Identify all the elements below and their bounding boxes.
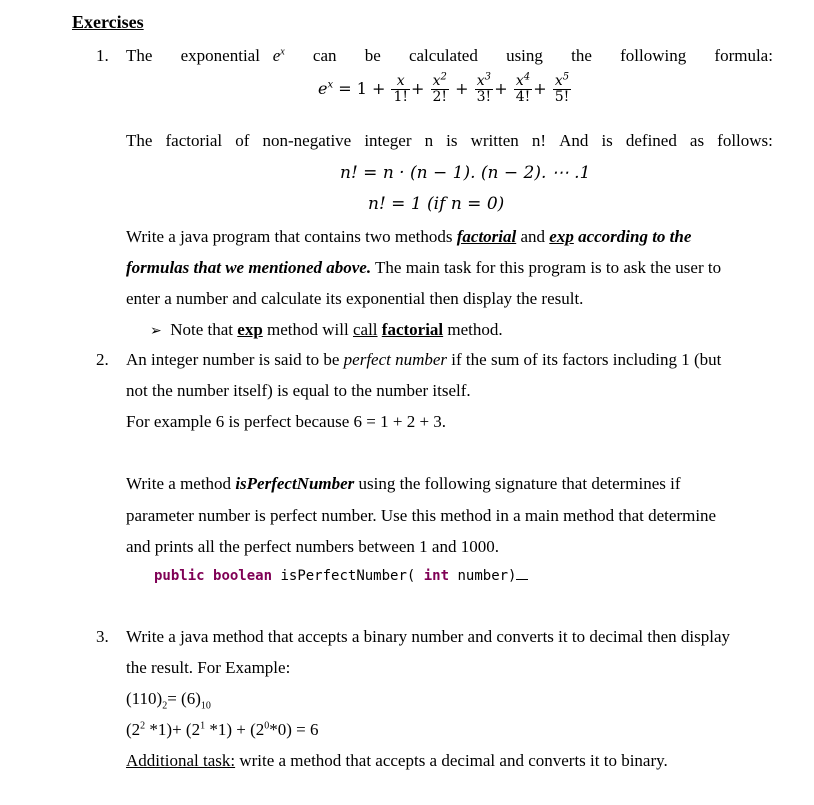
ex1-paragraph-line-1: Write a java program that contains two methods factorial and exp according to the	[126, 227, 692, 246]
word: exponential $e^x$	[180, 46, 285, 65]
term-4: $\frac{x^4}{4!}$	[515, 71, 531, 105]
page-title: Exercises	[72, 12, 144, 32]
exercise-2-number: 2.	[96, 350, 109, 369]
method-signature-code: public boolean isPerfectNumber( int number)	[154, 567, 528, 584]
word: be	[364, 46, 381, 65]
binary-example: $(110)_2= (6)_{10}$	[126, 689, 211, 712]
word: calculated	[408, 46, 478, 65]
exponential-formula: $e^x = 1$ + $\frac{x}{1!}$ + $\frac{x^2}{2!}$ + $\frac{x^3}{3!}$ + $\frac{x^4}{4!}$ + $\frac{x^5}{5!}$	[318, 71, 570, 105]
word: following	[620, 46, 687, 65]
ex2-line-1: An integer number is said to be perfect number if the sum of its factors including 1 (but	[126, 350, 722, 369]
ex3-line-2: the result. For Example:	[126, 658, 291, 677]
ex2-paragraph-line-3: and prints all the perfect numbers between 1 and 1000.	[126, 537, 499, 556]
bullet-arrow-icon: ➢	[150, 323, 162, 339]
e-x-symbol: $e^x$	[272, 46, 285, 65]
word: the	[571, 46, 592, 65]
factorial-formula-2: n! = 1 (if n = 0)	[368, 194, 505, 214]
ex2-paragraph-line-2: parameter number is perfect number. Use this method in a main method that determine	[126, 506, 717, 525]
ex3-line-1: Write a java method that accepts a binary number and converts it to decimal then display	[126, 627, 731, 646]
ex2-line-2: not the number itself) is equal to the number itself.	[126, 381, 471, 400]
term-5: $\frac{x^5}{5!}$	[554, 71, 570, 105]
factorial-definition: The factorial of non-negative integer n is written n! And is defined as follows:	[126, 131, 773, 150]
exercise-1-number: 1.	[96, 46, 109, 65]
word: can	[312, 46, 337, 65]
ex1-paragraph-line-2: formulas that we mentioned above. The main task for this program is to ask the user to	[126, 258, 722, 277]
factorial-formula-1: n! = n · (n − 1). (n − 2). ⋯ .1	[340, 163, 591, 183]
word: using	[506, 46, 543, 65]
exercise-3-number: 3.	[96, 627, 109, 646]
word: The	[126, 46, 153, 65]
word: formula:	[714, 46, 773, 65]
ex1-paragraph-line-3: enter a number and calculate its exponential then display the result.	[126, 289, 584, 308]
exercise-1-intro	[126, 46, 773, 66]
term-1: $\frac{x}{1!}$	[393, 73, 408, 105]
ex2-line-3: For example 6 is perfect because 6 = 1 + 2 + 3.	[126, 412, 447, 431]
term-3: $\frac{x^3}{3!}$	[476, 71, 492, 105]
additional-task: Additional task: write a method that accepts a decimal and converts it to binary.	[126, 751, 668, 770]
ex1-note: ➢ Note that exp method will call factorial method.	[150, 320, 503, 339]
ex2-paragraph-line-1: Write a method isPerfectNumber using the following signature that determines if	[126, 474, 681, 493]
binary-calculation: ($2^2$ $*1)+ (2^1$ $*1) + (2^0*0) = 6$	[126, 720, 319, 739]
term-2: $\frac{x^2}{2!}$	[432, 71, 448, 105]
